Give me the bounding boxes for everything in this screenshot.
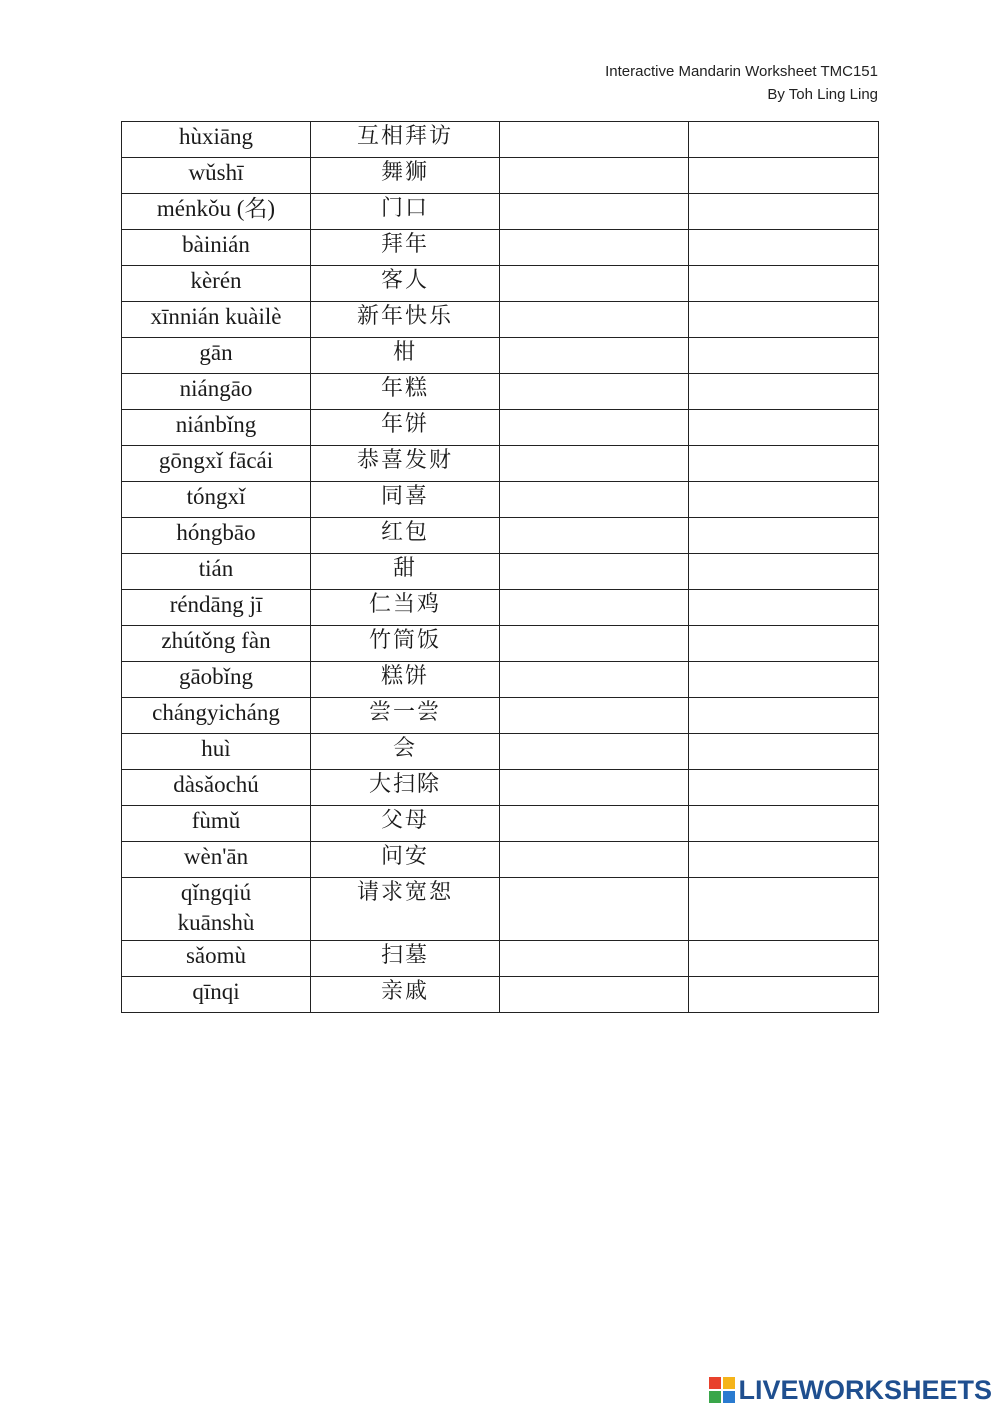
answer-cell[interactable] bbox=[500, 770, 689, 806]
hanzi-cell: 糕饼 bbox=[311, 662, 500, 698]
logo-square-blue bbox=[723, 1391, 735, 1403]
hanzi-cell: 竹筒饭 bbox=[311, 626, 500, 662]
answer-cell[interactable] bbox=[500, 122, 689, 158]
liveworksheets-logo-icon bbox=[709, 1377, 735, 1403]
answer-cell[interactable] bbox=[500, 626, 689, 662]
hanzi-cell: 问安 bbox=[311, 842, 500, 878]
answer-cell[interactable] bbox=[500, 590, 689, 626]
table-row bbox=[122, 806, 879, 842]
hanzi-cell: 仁当鸡 bbox=[311, 590, 500, 626]
pinyin-cell: gāobǐng bbox=[122, 662, 311, 698]
answer-cell[interactable] bbox=[500, 230, 689, 266]
pinyin-cell: fùmǔ bbox=[122, 806, 311, 842]
answer-cell[interactable] bbox=[689, 941, 879, 977]
answer-cell[interactable] bbox=[689, 590, 879, 626]
pinyin-cell: hùxiāng bbox=[122, 122, 311, 158]
vocabulary-table bbox=[121, 121, 879, 1013]
worksheet-title: Interactive Mandarin Worksheet TMC151 bbox=[605, 63, 878, 80]
pinyin-cell: niánbǐng bbox=[122, 410, 311, 446]
pinyin-cell: huì bbox=[122, 734, 311, 770]
answer-cell[interactable] bbox=[689, 734, 879, 770]
logo-square-green bbox=[709, 1391, 721, 1403]
answer-cell[interactable] bbox=[500, 878, 689, 941]
hanzi-cell: 舞狮 bbox=[311, 158, 500, 194]
answer-cell[interactable] bbox=[689, 482, 879, 518]
table-row bbox=[122, 698, 879, 734]
table-row bbox=[122, 338, 879, 374]
answer-cell[interactable] bbox=[500, 482, 689, 518]
pinyin-cell: dàsǎochú bbox=[122, 770, 311, 806]
table-row bbox=[122, 590, 879, 626]
pinyin-line: qǐngqiú bbox=[180, 880, 252, 905]
table-row bbox=[122, 230, 879, 266]
hanzi-cell: 年饼 bbox=[311, 410, 500, 446]
table-row bbox=[122, 374, 879, 410]
pinyin-cell: qīnqi bbox=[122, 977, 311, 1013]
pinyin-cell: tián bbox=[122, 554, 311, 590]
answer-cell[interactable] bbox=[500, 194, 689, 230]
table-row bbox=[122, 518, 879, 554]
answer-cell[interactable] bbox=[689, 122, 879, 158]
hanzi-cell: 拜年 bbox=[311, 230, 500, 266]
pinyin-cell: niángāo bbox=[122, 374, 311, 410]
answer-cell[interactable] bbox=[500, 698, 689, 734]
table-row bbox=[122, 194, 879, 230]
pinyin-cell bbox=[122, 878, 311, 941]
pinyin-cell: zhútǒng fàn bbox=[122, 626, 311, 662]
hanzi-cell: 同喜 bbox=[311, 482, 500, 518]
logo-square-yellow bbox=[723, 1377, 735, 1389]
pinyin-cell: hóngbāo bbox=[122, 518, 311, 554]
pinyin-cell: réndāng jī bbox=[122, 590, 311, 626]
table-row bbox=[122, 302, 879, 338]
answer-cell[interactable] bbox=[500, 446, 689, 482]
answer-cell[interactable] bbox=[500, 842, 689, 878]
worksheet-header bbox=[605, 60, 878, 106]
pinyin-line: kuānshù bbox=[177, 910, 255, 935]
table-row bbox=[122, 266, 879, 302]
hanzi-cell: 父母 bbox=[311, 806, 500, 842]
pinyin-cell: bàinián bbox=[122, 230, 311, 266]
pinyin-cell: gōngxǐ fācái bbox=[122, 446, 311, 482]
pinyin-cell: xīnnián kuàilè bbox=[122, 302, 311, 338]
answer-cell[interactable] bbox=[689, 446, 879, 482]
answer-cell[interactable] bbox=[689, 302, 879, 338]
table-row bbox=[122, 977, 879, 1013]
liveworksheets-logo bbox=[709, 1375, 992, 1405]
answer-cell[interactable] bbox=[689, 194, 879, 230]
answer-cell[interactable] bbox=[500, 518, 689, 554]
pinyin-cell: kèrén bbox=[122, 266, 311, 302]
answer-cell[interactable] bbox=[500, 977, 689, 1013]
logo-square-red bbox=[709, 1377, 721, 1389]
liveworksheets-logo-text: LIVEWORKSHEETS bbox=[738, 1374, 992, 1405]
answer-cell[interactable] bbox=[689, 698, 879, 734]
table-row bbox=[122, 122, 879, 158]
pinyin-cell: wǔshī bbox=[122, 158, 311, 194]
answer-cell[interactable] bbox=[689, 626, 879, 662]
answer-cell[interactable] bbox=[500, 410, 689, 446]
table-row bbox=[122, 770, 879, 806]
answer-cell[interactable] bbox=[689, 842, 879, 878]
hanzi-cell: 大扫除 bbox=[311, 770, 500, 806]
table-row bbox=[122, 941, 879, 977]
answer-cell[interactable] bbox=[689, 770, 879, 806]
answer-cell[interactable] bbox=[689, 230, 879, 266]
hanzi-cell: 会 bbox=[311, 734, 500, 770]
table-row bbox=[122, 626, 879, 662]
answer-cell[interactable] bbox=[689, 158, 879, 194]
answer-cell[interactable] bbox=[500, 302, 689, 338]
answer-cell[interactable] bbox=[500, 158, 689, 194]
hanzi-cell: 恭喜发财 bbox=[311, 446, 500, 482]
answer-cell[interactable] bbox=[500, 338, 689, 374]
hanzi-cell: 门口 bbox=[311, 194, 500, 230]
answer-cell[interactable] bbox=[689, 410, 879, 446]
table-row bbox=[122, 662, 879, 698]
answer-cell[interactable] bbox=[500, 734, 689, 770]
hanzi-cell: 新年快乐 bbox=[311, 302, 500, 338]
worksheet-author: By Toh Ling Ling bbox=[767, 86, 878, 103]
pinyin-cell: sǎomù bbox=[122, 941, 311, 977]
pinyin-cell: tóngxǐ bbox=[122, 482, 311, 518]
answer-cell[interactable] bbox=[689, 338, 879, 374]
pinyin-cell: ménkǒu (名) bbox=[122, 194, 311, 230]
table-row bbox=[122, 878, 879, 941]
hanzi-cell: 年糕 bbox=[311, 374, 500, 410]
answer-cell[interactable] bbox=[500, 554, 689, 590]
answer-cell[interactable] bbox=[689, 662, 879, 698]
answer-cell[interactable] bbox=[689, 878, 879, 941]
hanzi-cell: 红包 bbox=[311, 518, 500, 554]
hanzi-cell: 互相拜访 bbox=[311, 122, 500, 158]
answer-cell[interactable] bbox=[500, 266, 689, 302]
answer-cell[interactable] bbox=[689, 977, 879, 1013]
hanzi-cell: 甜 bbox=[311, 554, 500, 590]
answer-cell[interactable] bbox=[500, 941, 689, 977]
answer-cell[interactable] bbox=[500, 662, 689, 698]
pinyin-cell: wèn'ān bbox=[122, 842, 311, 878]
answer-cell[interactable] bbox=[689, 374, 879, 410]
hanzi-cell: 尝一尝 bbox=[311, 698, 500, 734]
table-row bbox=[122, 410, 879, 446]
table-row bbox=[122, 554, 879, 590]
answer-cell[interactable] bbox=[689, 266, 879, 302]
answer-cell[interactable] bbox=[689, 518, 879, 554]
answer-cell[interactable] bbox=[500, 806, 689, 842]
hanzi-cell: 亲戚 bbox=[311, 977, 500, 1013]
answer-cell[interactable] bbox=[689, 554, 879, 590]
hanzi-cell: 客人 bbox=[311, 266, 500, 302]
table-row bbox=[122, 482, 879, 518]
hanzi-cell: 扫墓 bbox=[311, 941, 500, 977]
pinyin-cell: gān bbox=[122, 338, 311, 374]
table-row bbox=[122, 158, 879, 194]
hanzi-cell: 柑 bbox=[311, 338, 500, 374]
table-row bbox=[122, 446, 879, 482]
pinyin-cell: chángyicháng bbox=[122, 698, 311, 734]
table-row bbox=[122, 842, 879, 878]
hanzi-cell: 请求宽恕 bbox=[311, 878, 500, 941]
answer-cell[interactable] bbox=[689, 806, 879, 842]
answer-cell[interactable] bbox=[500, 374, 689, 410]
table-row bbox=[122, 734, 879, 770]
